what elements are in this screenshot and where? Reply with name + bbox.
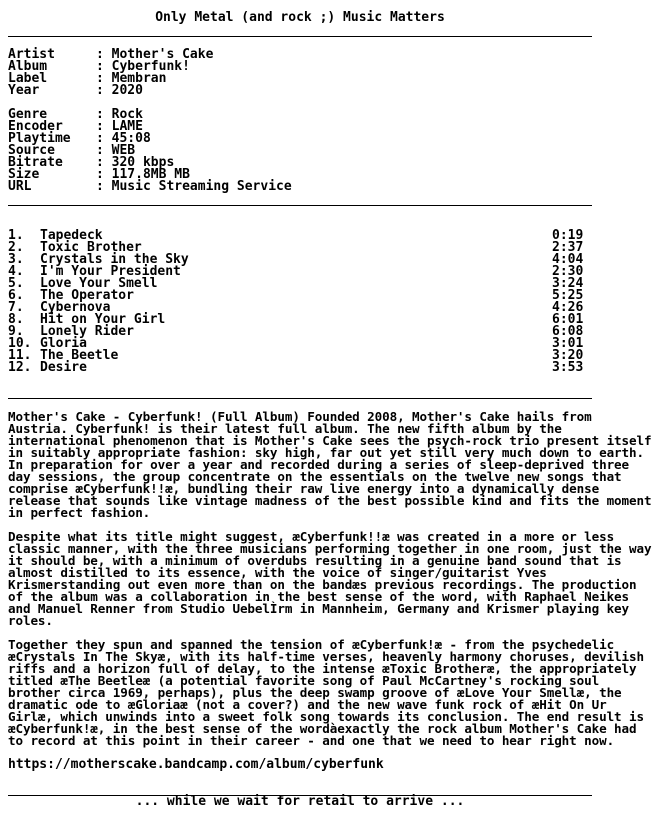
meta-value: 320 kbps — [111, 155, 175, 170]
track-duration: 2:37 — [552, 240, 584, 255]
meta-key: Bitrate — [8, 155, 63, 170]
meta-row-year: Year : 2020 — [8, 83, 143, 98]
track-number: 9. — [8, 324, 24, 339]
track-title: Lonely Rider — [40, 324, 134, 339]
meta-row-playtime: Playtime : 45:08 — [8, 131, 151, 146]
track-title: Tapedeck — [40, 228, 103, 243]
meta-key: Label — [8, 71, 48, 86]
meta-value: Cyberfunk! — [111, 59, 190, 74]
meta-key: Playtime — [8, 131, 71, 146]
track-duration: 6:01 — [552, 312, 584, 327]
track-title: Hit on Your Girl — [40, 312, 166, 327]
meta-row-genre: Genre : Rock — [8, 107, 143, 122]
meta-value: Rock — [111, 107, 143, 122]
meta-value: WEB — [111, 143, 136, 158]
release-info-group-2 — [8, 109, 656, 193]
track-row — [8, 362, 592, 374]
track-number: 1. — [8, 228, 24, 243]
track-duration: 4:04 — [552, 252, 584, 267]
track-duration: 5:25 — [552, 288, 584, 303]
release-info-group-1 — [8, 49, 656, 97]
track-duration: 3:53 — [552, 360, 584, 375]
description-paragraph: Mother's Cake - Cyberfunk! (Full Album) Founded 2008, Mother's Cake hails from Austria. Cyberfunk! is their latest full album. The new fifth album by the international phenomenon that is Mother's Cake sees the psych-rock trio present itself in suitably appropriate fashion: sky high, far out yet still very much down to earth. In preparation for over a year and recorded during a series of sleep-deprived three day sessions, the group concentrate on the essentials on the twelve new songs that comprise æCyberfunk!!æ, bundling their raw live energy into a dynamically dense release that sounds like vintage madness of the best possible kind and fits the moment in perfect fashion. — [8, 409, 652, 520]
meta-row-source: Source : WEB — [8, 143, 136, 158]
track-number: 10. — [8, 336, 32, 351]
meta-key: Genre — [8, 107, 48, 122]
meta-value: Membran — [111, 71, 167, 86]
tracklist — [8, 230, 656, 374]
track-title: Crystals in the Sky — [40, 252, 189, 267]
meta-value: 2020 — [111, 83, 143, 98]
track-title: Love Your Smell — [40, 276, 158, 291]
meta-value: Mother's Cake — [111, 47, 214, 62]
meta-value: 45:08 — [111, 131, 151, 146]
meta-key: Size — [8, 167, 40, 182]
meta-key: Album — [8, 59, 48, 74]
track-duration: 4:26 — [552, 300, 584, 315]
meta-row-album: Album : Cyberfunk! — [8, 59, 190, 74]
track-number: 8. — [8, 312, 24, 327]
track-title: Cybernova — [40, 300, 111, 315]
description-paragraph: Together they spun and spanned the tension of æCyberfunk!æ - from the psychedelic æCrystals In The Skyæ, with its half-time verses, heavenly harmony choruses, devilish riffs and a horizon full of delay, to the intense æToxic Brotheræ, the appropriately titled æThe Beetleæ (a potential favorite song of Paul McCartney's rocking soul brother circa 1969, perhaps), plus the deep swamp groove of æLove Your Smellæ, the dramatic ode to æGloriaæ (not a cover?) and the new wave funk rock of æHit On Ur Girlæ, which unwinds into a sweet folk song towards its conclusion. The end result is æCyberfunk!æ, in the best sense of the wordàexactly the rock album Mother's Cake had to record at this point in their career - and one that we need to hear right now. — [8, 637, 644, 748]
meta-key: Artist — [8, 47, 55, 62]
track-title: Desire — [40, 360, 87, 375]
track-number: 3. — [8, 252, 24, 267]
track-title: Toxic Brother — [40, 240, 142, 255]
meta-value: 117.8MB MB — [111, 167, 190, 182]
track-title: I'm Your President — [40, 264, 181, 279]
track-row — [8, 326, 592, 338]
track-title: The Operator — [40, 288, 134, 303]
meta-key: Encoder — [8, 119, 63, 134]
footer-text: ... while we wait for retail to arrive ... — [135, 794, 465, 809]
track-number: 11. — [8, 348, 32, 363]
track-duration: 3:20 — [552, 348, 584, 363]
track-number: 2. — [8, 240, 24, 255]
track-number: 4. — [8, 264, 24, 279]
meta-row-size: Size : 117.8MB MB — [8, 167, 190, 182]
track-duration: 0:19 — [552, 228, 584, 243]
album-url: https://motherscake.bandcamp.com/album/cyberfunk — [8, 757, 384, 772]
track-number: 12. — [8, 360, 32, 375]
meta-key: Year — [8, 83, 40, 98]
meta-value: LAME — [111, 119, 143, 134]
meta-row-url: URL : Music Streaming Service — [8, 179, 292, 194]
track-duration: 2:30 — [552, 264, 584, 279]
meta-row-artist: Artist : Mother's Cake — [8, 47, 214, 62]
description-paragraph: Despite what its title might suggest, æCyberfunk!!æ was created in a more or less classic manner, with the three musicians performing together in one room, just the way it should be, with a minimum of overdubs resulting in a genuine band sound that is almost distilled to its essence, with the voice of singer/guitarist Yves Krismerstanding out even more than on the bandæs previous recordings. The production of the album was a collaboration in the best sense of the word, with Raphael Neikes and Manuel Renner from Studio UebelÌrm in Mannheim, Germany and Krismer playing key roles. — [8, 529, 652, 628]
track-title: Gloria — [40, 336, 87, 351]
meta-key: Source — [8, 143, 55, 158]
track-row — [8, 350, 592, 362]
meta-value: Music Streaming Service — [111, 179, 292, 194]
track-number: 5. — [8, 276, 24, 291]
track-duration: 3:01 — [552, 336, 584, 351]
track-duration: 3:24 — [552, 276, 584, 291]
page-title: Only Metal (and rock ;) Music Matters — [155, 10, 445, 25]
meta-row-encoder: Encoder : LAME — [8, 119, 143, 134]
track-duration: 6:08 — [552, 324, 584, 339]
track-number: 6. — [8, 288, 24, 303]
track-number: 7. — [8, 300, 24, 315]
track-title: The Beetle — [40, 348, 119, 363]
meta-row-bitrate: Bitrate : 320 kbps — [8, 155, 175, 170]
meta-row-label: Label : Membran — [8, 71, 167, 86]
meta-key: URL — [8, 179, 32, 194]
